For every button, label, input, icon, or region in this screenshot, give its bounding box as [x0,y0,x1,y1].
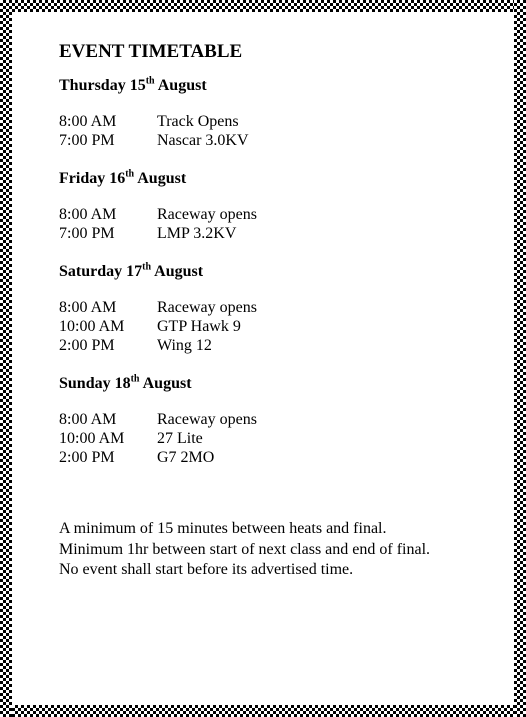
rule-note: A minimum of 15 minutes between heats and final. [59,520,387,537]
checkered-border-bottom-inner [0,705,526,711]
schedule-time: 7:00 PM [59,225,115,242]
day-heading-suffix: th [145,75,155,87]
day-heading-month: August [137,170,187,187]
schedule-event: LMP 3.2KV [157,225,237,242]
day-heading-suffix: th [125,168,135,180]
day-heading-date: Friday 16 [59,170,126,187]
schedule-row [59,317,479,336]
day-heading-date: Saturday 17 [59,263,143,280]
page-title: EVENT TIMETABLE [59,41,243,62]
checkered-border-bottom [0,711,526,717]
day-heading-suffix: th [142,261,152,273]
schedule-event: GTP Hawk 9 [157,318,241,335]
schedule-row [59,112,479,131]
day-heading-date: Thursday 15 [59,77,146,94]
day-heading-sunday [59,374,479,394]
schedule-event: 27 Lite [157,430,203,447]
rule-note: No event shall start before its advertised time. [59,561,354,578]
day-heading-month: August [154,263,204,280]
schedule-row [59,448,479,467]
schedule-time: 7:00 PM [59,132,115,149]
schedule-time: 10:00 AM [59,430,125,447]
schedule-event: Nascar 3.0KV [157,132,249,149]
schedule-event: G7 2MO [157,449,215,466]
schedule-row [59,336,479,355]
day-schedule-sunday [59,410,479,467]
day-heading-saturday [59,262,479,282]
rules-notes [59,519,479,581]
schedule-time: 10:00 AM [59,318,125,335]
schedule-row [59,131,479,150]
day-heading-month: August [142,375,192,392]
schedule-row [59,224,479,243]
schedule-event: Track Opens [157,113,239,130]
day-schedule-saturday [59,298,479,355]
schedule-event: Raceway opens [157,411,257,428]
schedule-time: 2:00 PM [59,449,115,466]
schedule-time: 8:00 AM [59,113,117,130]
schedule-row [59,410,479,429]
day-heading-month: August [157,77,207,94]
schedule-time: 8:00 AM [59,206,117,223]
day-heading-friday [59,169,479,189]
schedule-time: 8:00 AM [59,299,117,316]
schedule-row [59,205,479,224]
schedule-event: Wing 12 [157,337,212,354]
day-heading-thursday [59,76,479,96]
schedule-time: 8:00 AM [59,411,117,428]
schedule-row [59,298,479,317]
day-schedule-friday [59,205,479,243]
schedule-event: Raceway opens [157,206,257,223]
day-heading-suffix: th [130,373,140,385]
schedule-time: 2:00 PM [59,337,115,354]
checkered-border-right-inner [514,0,520,717]
rule-note: Minimum 1hr between start of next class and end of final. [59,540,431,558]
day-heading-date: Sunday 18 [59,375,131,392]
checkered-border-right [520,0,526,717]
day-schedule-thursday [59,112,479,150]
timetable-content [59,40,479,581]
schedule-event: Raceway opens [157,299,257,316]
schedule-row [59,429,479,448]
